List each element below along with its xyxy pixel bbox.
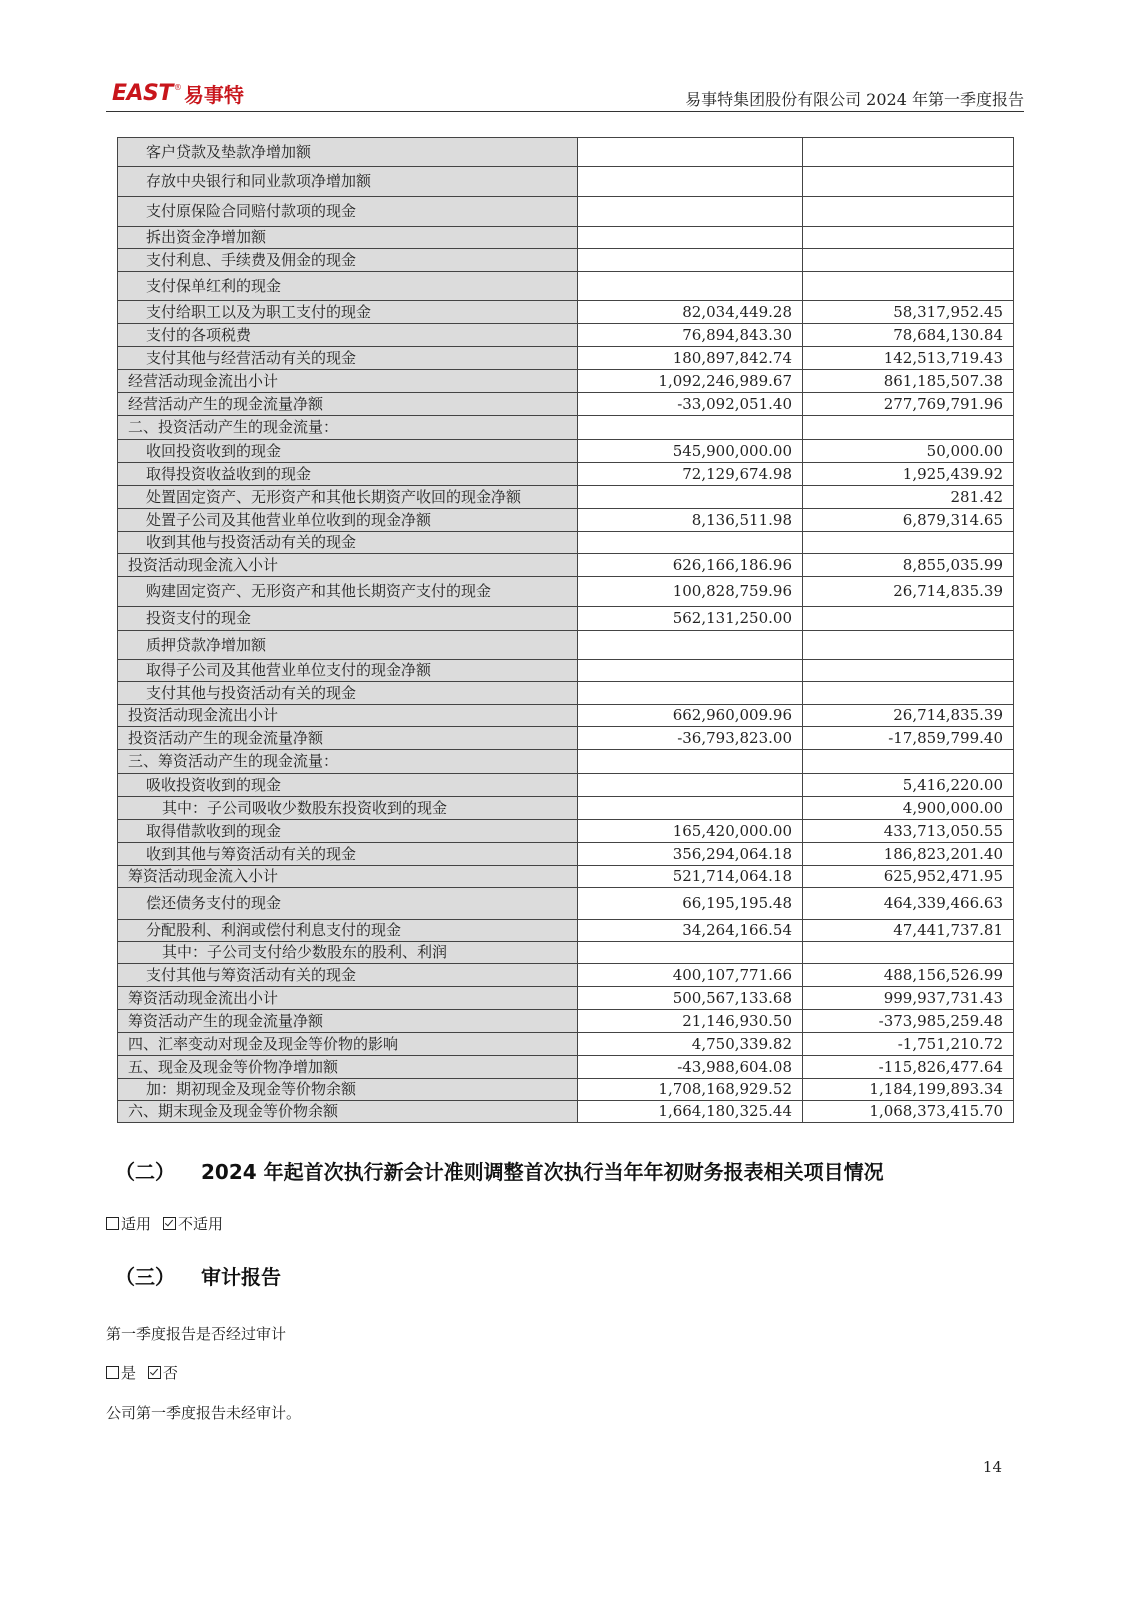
prior-period-value: 26,714,835.39: [803, 705, 1014, 727]
row-label: 购建固定资产、无形资产和其他长期资产支付的现金: [118, 577, 578, 607]
checkbox-not-applicable-checked[interactable]: [163, 1217, 176, 1230]
table-row: [118, 197, 1014, 227]
prior-period-value: 488,156,526.99: [803, 964, 1014, 987]
audit-question: 第一季度报告是否经过审计: [106, 1325, 287, 1343]
row-label: 投资支付的现金: [118, 607, 578, 631]
prior-period-value: 6,879,314.65: [803, 509, 1014, 532]
table-row: [118, 509, 1014, 532]
table-row: [118, 774, 1014, 797]
table-row: [118, 554, 1014, 577]
prior-period-value: 277,769,791.96: [803, 393, 1014, 416]
prior-period-value: 433,713,050.55: [803, 820, 1014, 843]
option-not-applicable-label: 不适用: [178, 1215, 224, 1233]
option-applicable-label: 适用: [121, 1215, 152, 1233]
current-period-value: 76,894,843.30: [578, 324, 803, 347]
current-period-value: [578, 631, 803, 660]
prior-period-value: [803, 138, 1014, 167]
current-period-value: 72,129,674.98: [578, 463, 803, 486]
row-label: 收到其他与筹资活动有关的现金: [118, 843, 578, 866]
company-logo: [112, 78, 244, 108]
row-label: 筹资活动现金流出小计: [118, 987, 578, 1010]
prior-period-value: [803, 227, 1014, 249]
table-row: [118, 370, 1014, 393]
section-2-title: 2024 年起首次执行新会计准则调整首次执行当年年初财务报表相关项目情况: [201, 1160, 884, 1184]
current-period-value: [578, 197, 803, 227]
current-period-value: [578, 486, 803, 509]
current-period-value: 165,420,000.00: [578, 820, 803, 843]
row-label: 取得投资收益收到的现金: [118, 463, 578, 486]
current-period-value: 562,131,250.00: [578, 607, 803, 631]
row-label: 取得借款收到的现金: [118, 820, 578, 843]
prior-period-value: [803, 607, 1014, 631]
current-period-value: 1,664,180,325.44: [578, 1101, 803, 1123]
prior-period-value: 1,925,439.92: [803, 463, 1014, 486]
row-label: 处置固定资产、无形资产和其他长期资产收回的现金净额: [118, 486, 578, 509]
table-row: [118, 167, 1014, 197]
prior-period-value: [803, 750, 1014, 774]
current-period-value: [578, 532, 803, 554]
page-number: 14: [982, 1458, 1002, 1476]
row-label: 五、现金及现金等价物净增加额: [118, 1056, 578, 1079]
table-row: [118, 866, 1014, 888]
option-yes-label: 是: [121, 1364, 137, 1382]
prior-period-value: 1,068,373,415.70: [803, 1101, 1014, 1123]
table-row: [118, 486, 1014, 509]
prior-period-value: 625,952,471.95: [803, 866, 1014, 888]
current-period-value: 1,092,246,989.67: [578, 370, 803, 393]
table-row: [118, 577, 1014, 607]
table-row: [118, 607, 1014, 631]
current-period-value: 8,136,511.98: [578, 509, 803, 532]
row-label: 经营活动现金流出小计: [118, 370, 578, 393]
current-period-value: 82,034,449.28: [578, 301, 803, 324]
row-label: 其中：子公司吸收少数股东投资收到的现金: [118, 797, 578, 820]
row-label: 支付的各项税费: [118, 324, 578, 347]
prior-period-value: 4,900,000.00: [803, 797, 1014, 820]
section-2-heading: [115, 1156, 884, 1185]
prior-period-value: [803, 197, 1014, 227]
prior-period-value: 5,416,220.00: [803, 774, 1014, 797]
row-label: 偿还债务支付的现金: [118, 888, 578, 920]
option-no-label: 否: [163, 1364, 179, 1382]
table-row: [118, 1101, 1014, 1123]
row-label: 投资活动产生的现金流量净额: [118, 727, 578, 750]
row-label: 四、汇率变动对现金及现金等价物的影响: [118, 1033, 578, 1056]
prior-period-value: -115,826,477.64: [803, 1056, 1014, 1079]
table-row: [118, 227, 1014, 249]
prior-period-value: 58,317,952.45: [803, 301, 1014, 324]
table-row: [118, 1056, 1014, 1079]
current-period-value: 21,146,930.50: [578, 1010, 803, 1033]
table-row: [118, 1033, 1014, 1056]
row-label: 支付保单红利的现金: [118, 272, 578, 301]
row-label: 筹资活动现金流入小计: [118, 866, 578, 888]
current-period-value: 4,750,339.82: [578, 1033, 803, 1056]
row-label: 拆出资金净增加额: [118, 227, 578, 249]
prior-period-value: 8,855,035.99: [803, 554, 1014, 577]
row-label: 支付给职工以及为职工支付的现金: [118, 301, 578, 324]
current-period-value: 180,897,842.74: [578, 347, 803, 370]
row-label: 投资活动现金流入小计: [118, 554, 578, 577]
prior-period-value: [803, 249, 1014, 272]
row-label: 收回投资收到的现金: [118, 440, 578, 463]
prior-period-value: 999,937,731.43: [803, 987, 1014, 1010]
audit-options: [106, 1362, 178, 1383]
table-row: [118, 249, 1014, 272]
current-period-value: -33,092,051.40: [578, 393, 803, 416]
logo-chinese-text: 易事特: [183, 82, 244, 107]
prior-period-value: [803, 682, 1014, 705]
row-label: 经营活动产生的现金流量净额: [118, 393, 578, 416]
row-label: 取得子公司及其他营业单位支付的现金净额: [118, 660, 578, 682]
table-row: [118, 1079, 1014, 1101]
prior-period-value: 281.42: [803, 486, 1014, 509]
table-row: [118, 682, 1014, 705]
prior-period-value: [803, 272, 1014, 301]
prior-period-value: 50,000.00: [803, 440, 1014, 463]
table-row: [118, 727, 1014, 750]
row-label: 支付其他与投资活动有关的现金: [118, 682, 578, 705]
row-label: 质押贷款净增加额: [118, 631, 578, 660]
report-header-title: 易事特集团股份有限公司 2024 年第一季度报告: [685, 90, 1024, 109]
current-period-value: 100,828,759.96: [578, 577, 803, 607]
checkbox-applicable[interactable]: [106, 1217, 119, 1230]
section-2-number: （二）: [115, 1160, 175, 1184]
prior-period-value: 1,184,199,893.34: [803, 1079, 1014, 1101]
section-3-number: （三）: [115, 1265, 175, 1289]
current-period-value: [578, 227, 803, 249]
row-label: 二、投资活动产生的现金流量：: [118, 416, 578, 440]
row-label: 三、筹资活动产生的现金流量：: [118, 750, 578, 774]
table-row: [118, 920, 1014, 942]
current-period-value: [578, 138, 803, 167]
section-3-heading: [115, 1261, 281, 1290]
table-row: [118, 631, 1014, 660]
table-row: [118, 987, 1014, 1010]
current-period-value: -36,793,823.00: [578, 727, 803, 750]
current-period-value: 662,960,009.96: [578, 705, 803, 727]
row-label: 支付其他与经营活动有关的现金: [118, 347, 578, 370]
current-period-value: [578, 167, 803, 197]
table-row: [118, 440, 1014, 463]
table-row: [118, 463, 1014, 486]
row-label: 支付原保险合同赔付款项的现金: [118, 197, 578, 227]
table-row: [118, 138, 1014, 167]
prior-period-value: 464,339,466.63: [803, 888, 1014, 920]
current-period-value: 66,195,195.48: [578, 888, 803, 920]
section-2-options: [106, 1213, 223, 1234]
current-period-value: [578, 682, 803, 705]
table-row: [118, 843, 1014, 866]
table-row: [118, 532, 1014, 554]
current-period-value: 626,166,186.96: [578, 554, 803, 577]
row-label: 六、期末现金及现金等价物余额: [118, 1101, 578, 1123]
prior-period-value: [803, 167, 1014, 197]
header-divider: [106, 111, 1024, 112]
row-label: 存放中央银行和同业款项净增加额: [118, 167, 578, 197]
row-label: 其中：子公司支付给少数股东的股利、利润: [118, 942, 578, 964]
table-row: [118, 347, 1014, 370]
table-row: [118, 416, 1014, 440]
current-period-value: 1,708,168,929.52: [578, 1079, 803, 1101]
checkbox-no-checked[interactable]: [148, 1366, 161, 1379]
prior-period-value: -1,751,210.72: [803, 1033, 1014, 1056]
table-row: [118, 301, 1014, 324]
current-period-value: 34,264,166.54: [578, 920, 803, 942]
current-period-value: 400,107,771.66: [578, 964, 803, 987]
table-row: [118, 964, 1014, 987]
table-row: [118, 942, 1014, 964]
row-label: 吸收投资收到的现金: [118, 774, 578, 797]
current-period-value: 356,294,064.18: [578, 843, 803, 866]
row-label: 收到其他与投资活动有关的现金: [118, 532, 578, 554]
prior-period-value: [803, 942, 1014, 964]
prior-period-value: [803, 631, 1014, 660]
row-label: 处置子公司及其他营业单位收到的现金净额: [118, 509, 578, 532]
table-row: [118, 888, 1014, 920]
current-period-value: [578, 272, 803, 301]
current-period-value: 521,714,064.18: [578, 866, 803, 888]
prior-period-value: 186,823,201.40: [803, 843, 1014, 866]
cash-flow-table-body: [118, 138, 1014, 1123]
current-period-value: [578, 660, 803, 682]
row-label: 分配股利、利润或偿付利息支付的现金: [118, 920, 578, 942]
prior-period-value: 142,513,719.43: [803, 347, 1014, 370]
current-period-value: [578, 249, 803, 272]
table-row: [118, 750, 1014, 774]
prior-period-value: 26,714,835.39: [803, 577, 1014, 607]
row-label: 投资活动现金流出小计: [118, 705, 578, 727]
prior-period-value: [803, 416, 1014, 440]
table-row: [118, 324, 1014, 347]
prior-period-value: 47,441,737.81: [803, 920, 1014, 942]
current-period-value: [578, 942, 803, 964]
current-period-value: [578, 416, 803, 440]
prior-period-value: [803, 660, 1014, 682]
prior-period-value: -373,985,259.48: [803, 1010, 1014, 1033]
table-row: [118, 820, 1014, 843]
current-period-value: 545,900,000.00: [578, 440, 803, 463]
row-label: 支付其他与筹资活动有关的现金: [118, 964, 578, 987]
current-period-value: [578, 774, 803, 797]
table-row: [118, 1010, 1014, 1033]
current-period-value: [578, 750, 803, 774]
audit-statement: 公司第一季度报告未经审计。: [106, 1404, 302, 1422]
table-row: [118, 705, 1014, 727]
prior-period-value: 861,185,507.38: [803, 370, 1014, 393]
prior-period-value: -17,859,799.40: [803, 727, 1014, 750]
row-label: 客户贷款及垫款净增加额: [118, 138, 578, 167]
current-period-value: -43,988,604.08: [578, 1056, 803, 1079]
row-label: 加：期初现金及现金等价物余额: [118, 1079, 578, 1101]
checkbox-yes[interactable]: [106, 1366, 119, 1379]
table-row: [118, 393, 1014, 416]
cash-flow-table: [117, 137, 1014, 1123]
section-3-title: 审计报告: [201, 1265, 281, 1289]
table-row: [118, 797, 1014, 820]
prior-period-value: 78,684,130.84: [803, 324, 1014, 347]
row-label: 支付利息、手续费及佣金的现金: [118, 249, 578, 272]
table-row: [118, 272, 1014, 301]
row-label: 筹资活动产生的现金流量净额: [118, 1010, 578, 1033]
current-period-value: [578, 797, 803, 820]
table-row: [118, 660, 1014, 682]
prior-period-value: [803, 532, 1014, 554]
registered-mark-icon: ®: [173, 82, 182, 92]
current-period-value: 500,567,133.68: [578, 987, 803, 1010]
logo-east-text: EAST: [112, 80, 173, 106]
